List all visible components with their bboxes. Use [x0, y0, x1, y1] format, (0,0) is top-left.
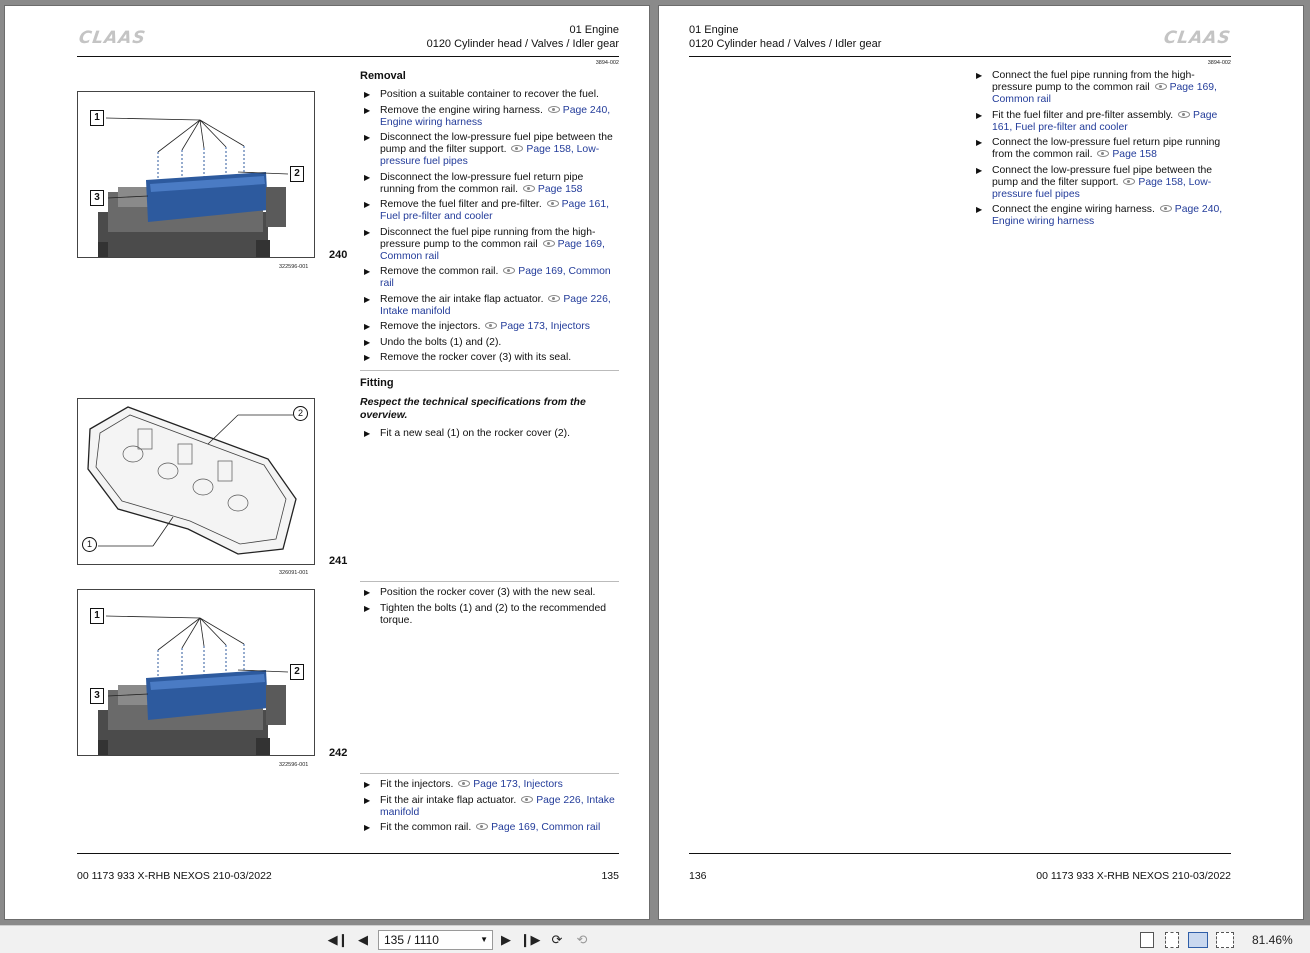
- step-item: [973, 204, 1231, 228]
- page-reference-link[interactable]: Page 169, Common rail: [380, 266, 611, 289]
- page-reference-link[interactable]: Page 169, Common rail: [992, 82, 1217, 105]
- step-text: Fit the injectors.: [380, 779, 454, 790]
- page-reference-link[interactable]: Page 240, Engine wiring harness: [992, 204, 1223, 227]
- step-text: Remove the air intake flap actuator.: [380, 293, 544, 305]
- step-text: Position a suitable container to recover the fuel.: [380, 89, 599, 100]
- fitting-title: Fitting: [360, 377, 394, 389]
- header-rule: [689, 56, 1231, 57]
- step-text: Connect the fuel pipe running from the high-pressure pump to the common rail: [992, 70, 1195, 93]
- step-item: [973, 110, 1231, 134]
- figure-number: 240: [329, 249, 348, 261]
- page-number-input[interactable]: [378, 930, 493, 950]
- page-reference-link[interactable]: Page 226, Intake manifold: [380, 293, 611, 317]
- page-reference-link[interactable]: Page 158, Low-pressure fuel pipes: [380, 144, 600, 167]
- step-item: [361, 337, 619, 349]
- removal-steps: [361, 89, 619, 368]
- figure-number: 242: [329, 747, 348, 759]
- page-reference-link[interactable]: Page 169, Common rail: [380, 238, 605, 262]
- header-chapter: 01 Engine: [569, 24, 619, 36]
- step-text: Fit the air intake flap actuator.: [380, 794, 517, 806]
- doc-code: 3894-002: [595, 60, 619, 66]
- footer-doc-number: 00 1173 933 X-RHB NEXOS 210-03/2022: [77, 870, 272, 882]
- step-text: Remove the injectors.: [380, 321, 481, 332]
- footer-page-number: 135: [601, 870, 619, 882]
- two-page-continuous-icon[interactable]: [1216, 932, 1234, 948]
- step-text: Disconnect the low-pressure fuel pipe between the pump and the filter support.: [380, 132, 613, 155]
- eye-icon: [476, 823, 488, 830]
- step-item: [361, 199, 619, 223]
- step-text: Undo the bolts (1) and (2).: [380, 336, 502, 348]
- step-item: [361, 587, 619, 599]
- step-text: Connect the engine wiring harness.: [992, 204, 1155, 215]
- page-indicator: 135 / 1110: [384, 933, 439, 947]
- step-text: Remove the common rail.: [380, 266, 499, 277]
- step-text: Remove the rocker cover (3) with its seal.: [380, 352, 572, 363]
- step-text: Connect the low-pressure fuel pipe between the pump and the filter support.: [992, 164, 1213, 188]
- figure-code: 322596-001: [279, 762, 309, 768]
- page-reference-link[interactable]: Page 173, Injectors: [473, 779, 563, 790]
- step-text: Position the rocker cover (3) with the new seal.: [380, 587, 596, 598]
- callout-3: 3: [90, 688, 104, 704]
- continuous-icon[interactable]: [1165, 932, 1179, 948]
- step-item: [361, 428, 619, 440]
- step-item: [361, 321, 619, 333]
- header-section: 0120 Cylinder head / Valves / Idler gear: [426, 37, 619, 50]
- claas-logo: CLAAS: [77, 28, 148, 48]
- callout-2: 2: [290, 664, 304, 680]
- page-135: [4, 5, 650, 920]
- eye-icon: [548, 295, 560, 302]
- removal-title: Removal: [360, 70, 406, 82]
- step-item: [973, 137, 1231, 161]
- step-item: [361, 132, 619, 168]
- eye-icon: [521, 796, 533, 803]
- rotate-back-icon[interactable]: ⟲: [576, 932, 588, 947]
- page-reference-link[interactable]: Page 158: [1112, 149, 1157, 160]
- step-item: [361, 89, 619, 101]
- zoom-level[interactable]: 81.46%: [1252, 933, 1293, 947]
- eye-icon: [458, 780, 470, 787]
- section-divider: [360, 773, 619, 774]
- callout-1: 1: [82, 537, 97, 552]
- page-reference-link[interactable]: Page 173, Injectors: [500, 321, 590, 332]
- eye-icon: [523, 185, 535, 192]
- step-text: Disconnect the fuel pipe running from the high-pressure pump to the common rail: [380, 226, 596, 250]
- page-reference-link[interactable]: Page 226, Intake manifold: [380, 794, 615, 818]
- fitting-steps-a: [361, 428, 619, 444]
- step-text: Tighten the bolts (1) and (2) to the recommended torque.: [380, 602, 607, 626]
- eye-icon: [1160, 205, 1172, 212]
- step-text: Fit the common rail.: [380, 822, 472, 833]
- connect-steps: [973, 70, 1231, 232]
- eye-icon: [548, 106, 560, 113]
- eye-icon: [503, 267, 515, 274]
- page-reference-link[interactable]: Page 169, Common rail: [491, 822, 601, 833]
- step-text: Remove the fuel filter and pre-filter.: [380, 199, 542, 210]
- callout-2: 2: [290, 166, 304, 182]
- prev-page-icon[interactable]: ◀: [358, 932, 368, 947]
- footer-rule: [77, 853, 619, 854]
- page-reference-link[interactable]: Page 158, Low-pressure fuel pipes: [992, 176, 1212, 200]
- step-item: [973, 70, 1231, 106]
- first-page-icon[interactable]: ◀❙: [327, 932, 349, 947]
- callout-1: 1: [90, 608, 104, 624]
- step-item: [361, 822, 619, 834]
- step-item: [361, 603, 619, 627]
- step-text: Fit a new seal (1) on the rocker cover (2).: [380, 428, 570, 439]
- page-reference-link[interactable]: Page 158: [537, 183, 583, 195]
- step-item: [361, 795, 619, 819]
- eye-icon: [1097, 150, 1109, 157]
- figure-rocker-cover-seal: [77, 398, 315, 565]
- eye-icon: [1155, 83, 1167, 90]
- callout-2: 2: [293, 406, 308, 421]
- fitting-steps-c: [361, 779, 619, 838]
- footer-rule: [689, 853, 1231, 854]
- single-page-icon[interactable]: [1140, 932, 1154, 948]
- page-reference-link[interactable]: Page 161, Fuel pre-filter and cooler: [992, 109, 1218, 133]
- step-text: Disconnect the low-pressure fuel return pipe running from the common rail.: [380, 171, 584, 195]
- eye-icon: [485, 322, 497, 329]
- step-item: [361, 172, 619, 196]
- doc-code: 3894-002: [1207, 60, 1231, 66]
- figure-code: 322596-001: [279, 264, 309, 270]
- two-page-icon[interactable]: [1188, 932, 1208, 948]
- step-item: [361, 105, 619, 129]
- fitting-steps-b: [361, 587, 619, 630]
- rotate-icon[interactable]: ⟳: [551, 932, 563, 947]
- figure-engine-rocker-cover: [77, 589, 315, 756]
- step-item: [361, 266, 619, 290]
- footer-doc-number: 00 1173 933 X-RHB NEXOS 210-03/2022: [1036, 870, 1231, 882]
- eye-icon: [543, 240, 555, 247]
- step-item: [973, 165, 1231, 201]
- header-section: 0120 Cylinder head / Valves / Idler gear: [689, 37, 882, 50]
- last-page-icon[interactable]: ❙▶: [519, 932, 541, 947]
- header-rule: [77, 56, 619, 57]
- figure-number: 241: [329, 555, 348, 567]
- callout-3: 3: [90, 190, 104, 206]
- page-reference-link[interactable]: Page 161, Fuel pre-filter and cooler: [380, 199, 609, 222]
- step-item: [361, 294, 619, 318]
- page-header: [689, 24, 881, 51]
- step-item: [361, 352, 619, 364]
- step-text: Connect the low-pressure fuel return pipe running from the common rail.: [992, 137, 1221, 160]
- step-item: [361, 779, 619, 791]
- viewer-toolbar: [0, 925, 1310, 953]
- figure-engine-rocker-cover: [77, 91, 315, 258]
- eye-icon: [511, 145, 523, 152]
- callout-1: 1: [90, 110, 104, 126]
- page-header: [427, 24, 619, 51]
- eye-icon: [1123, 178, 1135, 185]
- page-136: [658, 5, 1304, 920]
- page-reference-link[interactable]: Page 240, Engine wiring harness: [380, 104, 611, 128]
- eye-icon: [547, 200, 559, 207]
- section-divider: [360, 581, 619, 582]
- footer-page-number: 136: [689, 870, 707, 882]
- next-page-icon[interactable]: ▶: [501, 932, 511, 947]
- figure-code: 326091-001: [279, 570, 309, 576]
- chevron-down-icon[interactable]: ▼: [480, 935, 488, 944]
- eye-icon: [1178, 111, 1190, 118]
- step-item: [361, 227, 619, 263]
- claas-logo: CLAAS: [1162, 28, 1233, 48]
- section-divider: [360, 370, 619, 371]
- step-text: Remove the engine wiring harness.: [380, 104, 543, 116]
- step-text: Fit the fuel filter and pre-filter assembly.: [992, 109, 1174, 121]
- header-chapter: 01 Engine: [689, 24, 739, 36]
- fitting-note: Respect the technical specifications from the overview.: [360, 396, 586, 421]
